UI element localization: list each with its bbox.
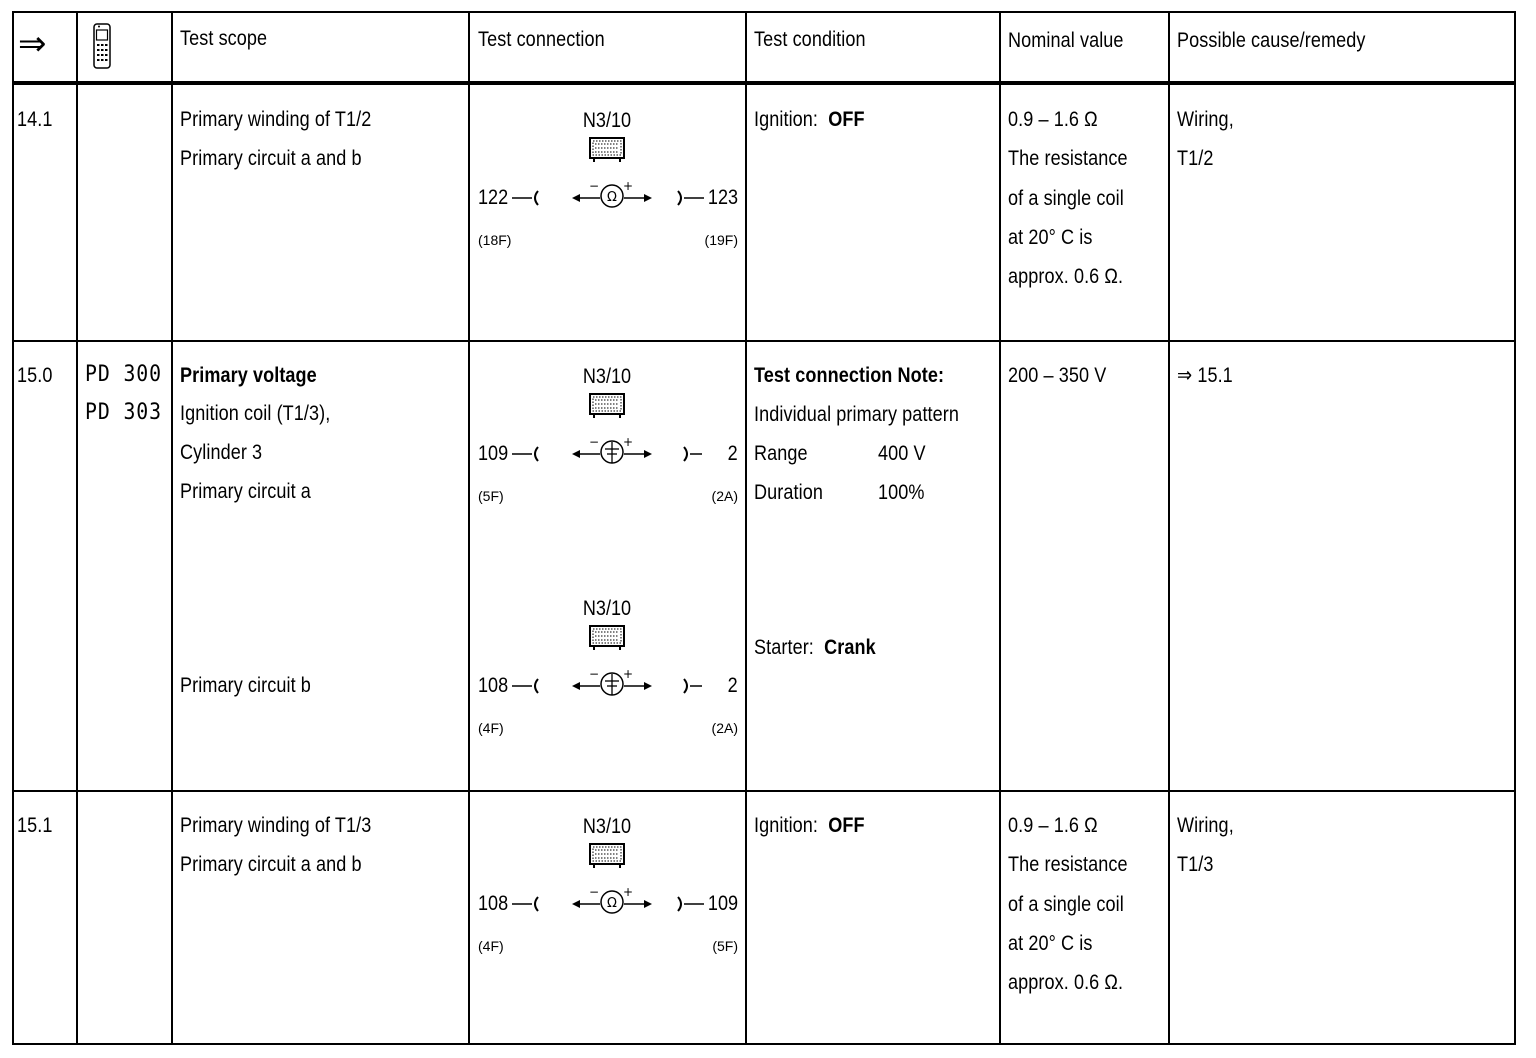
nominal-value-line: 0.9 – 1.6 Ω: [1008, 108, 1098, 131]
test-scope-line: Primary circuit a and b: [180, 853, 362, 876]
test-scope-line: Primary winding of T1/2: [180, 108, 372, 131]
handheld-tester-icon: [91, 22, 113, 70]
right-pin-number: 109: [707, 892, 738, 915]
svg-text:+: +: [622, 669, 634, 681]
column-divider: [745, 11, 747, 1045]
row-divider: [12, 340, 1516, 342]
nominal-value-line: The resistance: [1008, 853, 1128, 876]
column-divider: [999, 11, 1001, 1045]
condition-label: Ignition:: [754, 108, 819, 131]
header-arrow: ⇒: [18, 24, 47, 64]
left-connector-icon: [512, 891, 542, 917]
column-divider: [12, 11, 14, 1045]
range-value: 400 V: [878, 442, 926, 465]
test-scope-line: Primary winding of T1/3: [180, 814, 372, 837]
test-condition-line: Individual primary pattern: [754, 403, 960, 426]
fault-code: PD 303: [85, 400, 162, 425]
right-connector-icon: [680, 673, 710, 699]
cause-line: Wiring,: [1177, 108, 1234, 131]
right-pin-number: 2: [727, 674, 738, 697]
svg-text:+: +: [622, 887, 634, 899]
oscilloscope-icon: [589, 625, 625, 651]
header-test-connection: Test connection: [478, 28, 605, 51]
meter-label: N3/10: [582, 365, 632, 388]
left-pin-code: (18F): [478, 232, 512, 248]
nominal-value-line: The resistance: [1008, 147, 1128, 170]
ohm-meter-icon: [570, 887, 654, 917]
nominal-value-line: of a single coil: [1008, 893, 1124, 916]
meter-label: N3/10: [582, 109, 632, 132]
test-condition: [754, 806, 865, 845]
test-scope-title: Primary voltage: [180, 364, 317, 387]
right-pin-number: 123: [707, 186, 738, 209]
test-scope-line: Primary circuit a: [180, 480, 311, 503]
left-connector-icon: [512, 673, 542, 699]
range-label: Range: [754, 442, 808, 465]
table-border-right: [1514, 11, 1516, 1045]
row-divider: [12, 790, 1516, 792]
svg-text:−: −: [588, 181, 600, 193]
condition-value: Crank: [824, 636, 876, 659]
header-divider: [12, 81, 1516, 85]
condition-label: Ignition:: [754, 814, 819, 837]
nominal-value-line: approx. 0.6 Ω.: [1008, 265, 1124, 288]
left-pin-number: 109: [478, 442, 509, 465]
step-number: 14.1: [17, 108, 53, 131]
right-pin-code: (2A): [711, 488, 738, 504]
multimeter-icon: [589, 137, 625, 163]
nominal-value-line: at 20° C is: [1008, 226, 1093, 249]
left-pin-number: 108: [478, 892, 509, 915]
nominal-value-line: 200 – 350 V: [1008, 364, 1107, 387]
svg-text:+: +: [622, 181, 634, 193]
left-pin-code: (4F): [478, 720, 504, 736]
left-pin-code: (4F): [478, 938, 504, 954]
table-border-top: [12, 11, 1516, 13]
oscilloscope-icon: [589, 393, 625, 419]
condition-value: OFF: [828, 814, 865, 837]
starter-condition: [754, 628, 876, 667]
right-connector-icon: [674, 891, 704, 917]
meter-label: N3/10: [582, 815, 632, 838]
svg-text:−: −: [588, 437, 600, 449]
right-connector-icon: [674, 185, 704, 211]
svg-text:+: +: [622, 437, 634, 449]
svg-text:−: −: [588, 669, 600, 681]
right-pin-number: 2: [727, 442, 738, 465]
ohm-meter-icon: [570, 181, 654, 211]
svg-text:Ω: Ω: [607, 190, 617, 205]
header-nominal-value: Nominal value: [1008, 29, 1124, 52]
right-pin-code: (5F): [712, 938, 738, 954]
left-pin-code: (5F): [478, 488, 504, 504]
column-divider: [171, 11, 173, 1045]
test-scope-line: Ignition coil (T1/3),: [180, 402, 331, 425]
cause-link[interactable]: ⇒ 15.1: [1177, 364, 1233, 387]
svg-text:−: −: [588, 887, 600, 899]
table-border-bottom: [12, 1043, 1516, 1045]
header-test-condition: Test condition: [754, 28, 866, 51]
left-pin-number: 122: [478, 186, 509, 209]
column-divider: [468, 11, 470, 1045]
step-number: 15.1: [17, 814, 53, 837]
multimeter-icon: [589, 843, 625, 869]
duration-value: 100%: [878, 481, 925, 504]
meter-label: N3/10: [582, 597, 632, 620]
left-pin-number: 108: [478, 674, 509, 697]
left-connector-icon: [512, 441, 542, 467]
test-scope-line: Cylinder 3: [180, 441, 263, 464]
cause-line: Wiring,: [1177, 814, 1234, 837]
cause-line: T1/2: [1177, 147, 1214, 170]
nominal-value-line: 0.9 – 1.6 Ω: [1008, 814, 1098, 837]
voltage-probe-icon: [570, 669, 654, 699]
condition-value: OFF: [828, 108, 865, 131]
fault-code: PD 300: [85, 362, 162, 387]
svg-text:Ω: Ω: [607, 896, 617, 911]
column-divider: [76, 11, 78, 1045]
voltage-probe-icon: [570, 437, 654, 467]
right-pin-code: (19F): [704, 232, 738, 248]
nominal-value-line: at 20° C is: [1008, 932, 1093, 955]
cause-line: T1/3: [1177, 853, 1214, 876]
right-pin-code: (2A): [711, 720, 738, 736]
nominal-value-line: approx. 0.6 Ω.: [1008, 971, 1124, 994]
condition-label: Starter:: [754, 636, 814, 659]
duration-label: Duration: [754, 481, 823, 504]
column-divider: [1168, 11, 1170, 1045]
left-connector-icon: [512, 185, 542, 211]
test-scope-line: Primary circuit b: [180, 674, 311, 697]
header-test-scope: Test scope: [180, 27, 268, 50]
step-number: 15.0: [17, 364, 53, 387]
header-possible-cause: Possible cause/remedy: [1177, 29, 1366, 52]
right-connector-icon: [680, 441, 710, 467]
nominal-value-line: of a single coil: [1008, 187, 1124, 210]
test-condition: [754, 100, 865, 139]
test-condition-note: Test connection Note:: [754, 364, 945, 387]
test-scope-line: Primary circuit a and b: [180, 147, 362, 170]
